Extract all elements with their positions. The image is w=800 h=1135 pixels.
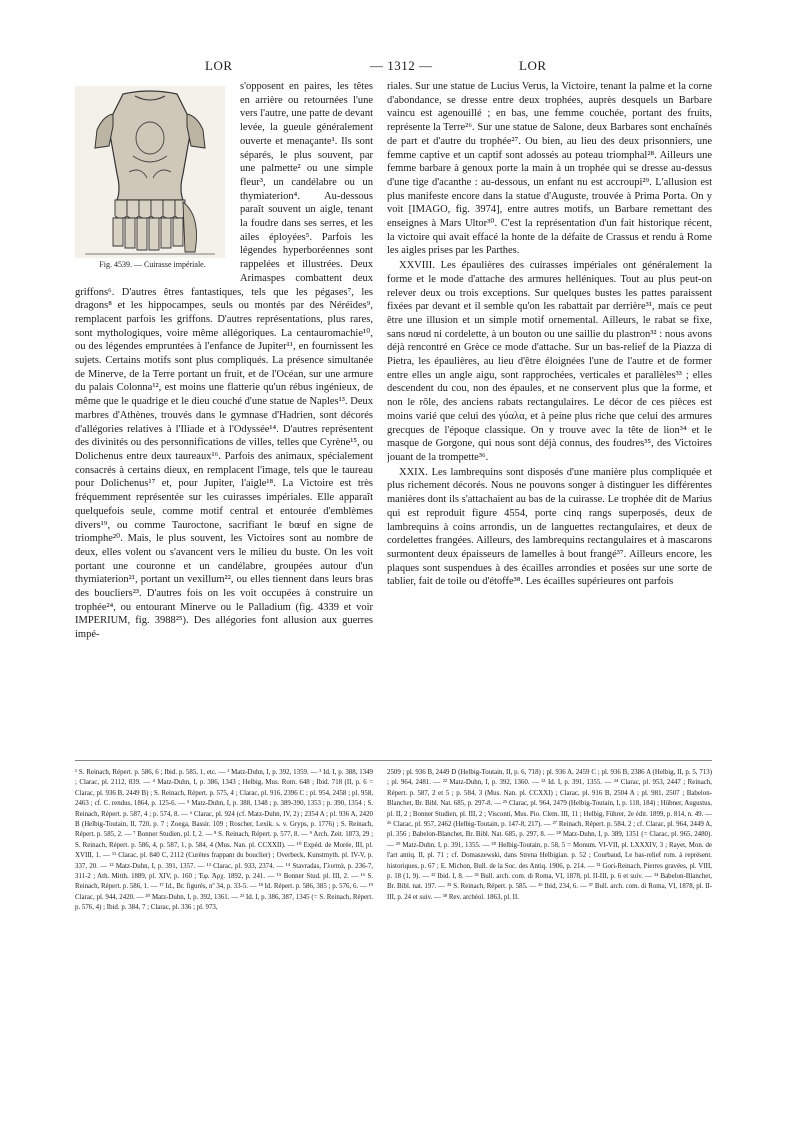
- running-head-right: LOR: [519, 58, 547, 73]
- page-number: — 1312 —: [370, 58, 433, 73]
- left-paragraph-1: s'opposent en paires, les têtes en arrière ou retournées l'une vers l'autre, une patte de devant levée, la gueule généralement ouverte et menaçante¹. Ils sont séparés, le plus souvent, par une palmette² ou une simple fleur³, un candélabre ou un thymiaterion⁴. Au-dessous paraît souvent un aigle, tenant la foudre dans ses serres, et les ailes éployées⁵. Parfois les légendes hyperboréennes sont rappelées et illustrées. Deux Arimaspes combattent deux griffons⁶. D'autres êtres fantastiques, tels que les pégases⁷, les dragons⁸ et les hippocampes, seuls ou montés par des Néréides⁹, remplacent parfois les griffons. D'autres représentations, plus rares, sont mythologiques, voire même allégoriques. La centauromachie¹⁰, ou des légendes empruntées à l'enfance de Jupiter¹¹, en fournissent les sujets. Certains motifs sont plus compliqués. La présence simultanée de Minerve, de la Terre portant un fruit, et de l'Océan, sur une armure du palais Colonna¹², est moins une flatterie qu'un rébus ingénieux, de même que le quadrige et le dieu couché d'une statue de Naples¹³. Deux marbres d'Athènes, trouvés dans le gymnase d'Hadrien, sont décorés d'allégories relatives à l'Iliade et à l'Odyssée¹⁴. D'autres représentent des divinités ou des personnifications de villes, telles que Cyrène¹⁵, ou Dolichenus entre deux taureaux¹⁶. Parfois des animaux, spécialement consacrés à certains dieux, en remplacent l'image, tels que le taureau pour Dolichenus¹⁷ et, pour Jupiter, l'aigle¹⁸. La Victoire est très fréquemment représentée sur les cuirasses impériales. Elle apparaît quelquefois seule, comme motif central et entourée d'emblèmes divers¹⁹, ou comme Tauroctone, sacrifiant le bœuf en signe de triomphe²⁰. Mais, le plus souvent, les Victoires sont au nombre de deux, elles volent ou s'avancent vers le milieu du buste. On les voit portant une couronne et un candélabre, groupées autour d'un thymiaterion²¹, portant un vexillum²², ou elles tiennent dans leurs bras des boucliers²³. D'autres fois on les voit occupées à construire un trophée²⁴, ou entourant Minerve ou le Palladium (fig. 4339 et voir IMPERIUM, fig. 3988²⁵). Des allégories font allusion aux guerres impé-: [75, 81, 373, 641]
- right-paragraph-1: riales. Sur une statue de Lucius Verus, la Victoire, tenant la palme et la corne d'abondance, se dresse entre deux trophées, auprès desquels un Barbare vaincu est agenouillé ; en bas, une femme couchée, portant des fruits, représente la Terre²⁶. Sur une statue de Salone, deux Barbares sont enchaînés de part et d'autre du trophée²⁷. Ou bien, au lieu des deux prisonniers, une femme captive et un captif sont adossés au poteau triomphal²⁸. Ailleurs une femme barbare à genoux porte la main à un trophée qui se dresse au-dessus d'une tige d'acanthe : au-dessous, un enfant nu est accroupi²⁹. L'allusion est plus manifeste encore dans la statue d'Auguste, trouvée à Prima Porta. On y voit [IMAGO, fig. 3974], entre autres motifs, un Barbare remettant des enseignes à Mars Ultor³⁰. C'est la représentation d'un fait historique récent, la victoire qui avait effacé la honte de la défaite de Crassus et rendu à Rome les aigles prises par les Parthes.: [387, 81, 712, 257]
- right-column: [387, 80, 712, 756]
- cuirass-illustration: [75, 86, 225, 258]
- running-head-left: LOR: [205, 58, 233, 73]
- left-column: [75, 80, 373, 756]
- footnote-rule: [75, 760, 712, 761]
- figure-caption: Fig. 4539. — Cuirasse impériale.: [99, 260, 206, 269]
- figure-cuirass: [75, 86, 230, 270]
- page-header: [0, 58, 800, 78]
- footnotes-left: ¹ S. Reinach, Répert. p. 586, 6 ; Ibid. p. 585, 1, etc. — ² Matz-Duhn, I, p. 392, 1359. — ³ Id. I, p. 388, 1349 ; Clarac, pl. 2112, 839. — ⁴ Matz-Duhn, I, p. 386, 1343 ; Helbig, Mus. Rom. 648 ; Ibid. 718 (II, p. 6 = Clarac, pl. 936 B, 2449 B) ; S. Reinach, Répert. p. 575, 4 ; Clarac, pl. 916, 2396 C ; pl. 954, 2458 ; pl. 958, 2463 ; cf. C. rendus, 1864, p. 125-6. — ⁵ Matz-Duhn, I, p. 388, 1348 ; p. 389-390, 1353 ; p. 390, 1354 ; S. Reinach, Répert. p. 587, 4 ; p. 574, 8. — ⁶ Clarac, pl. 924 (cf. Matz-Duhn, IV, 2) ; 2354 A ; pl. 936 A, 2420 B (Helbig-Toutain, II, 720, p. 7 ; Zoega, Bassir. 109 ; Roscher, Lexik. s. v. Gryps, p. 1776) ; S. Reinach, Répert. p. 585, 2. — ⁷ Bonner Studien, pl. I, 2. — ⁸ S. Reinach, Répert. p. 577, 8. — ⁹ Arch. Zeit. 1873, 29 ; S. Reinach, Répert. p. 586, 4, p. 587, 1, p. 584, 4 (Mus. Nan. pl. CCXXII). — ¹⁰ Expéd. de Morée, III, pl. XVIII, 1. — ¹¹ Clarac, pl. 840 C, 2112 (Curètes frappant du bouclier) ; Overbeck, Kunstmyth. pl. IV-V, p. 337, 20. — ¹² Matz-Duhn, I, p. 391, 1357. — ¹³ Clarac, pl. 933, 2374. — ¹⁴ Stavradas, Γλυπτά, p. 236-7, 311-2 ; Ath. Mitth. 1889, pl. XIV, p. 160 ; Ἐφ. Ἀρχ. 1892, p. 241. — ¹⁵ Bonner Stud. pl. III, 2. — ¹⁶ S. Reinach, Répert. p. 586, 1. — ¹⁷ Id., Br. figurés, nº 34, p. 33-5. — ¹⁸ Id. Répert. p. 586, 385 ; p. 576, 6. — ¹⁹ Clarac, pl. 944, 2420. — ²⁰ Matz-Duhn, I, p. 392, 1361. — ²¹ Id. I, p. 386, 387, 1345 (= S. Reinach, Répert. p. 576, 4) ; Ibid. p. 384, 7 ; Clarac, pl. 336 ; pl. 973,: [75, 769, 373, 912]
- right-paragraph-3: XXIX. Les lambrequins sont disposés d'une manière plus compliquée et plus richement décorés. Nous ne pouvons songer à distinguer les différentes manières dont ils s'attachaient au bas de la cuirasse. Le trophée dit de Marius qui est reproduit figure 4554, porte cinq rangs superposés, deux de lambrequins à coins arrondis, un de languettes rectangulaires, et deux de cordelettes frangées. Ailleurs, des lambrequins rectangulaires et à mascarons surmontent deux épaisseurs de lamelles à bout frangé³⁷. Ailleurs encore, les plaques sont suspendues à des écailles arrondies et posées sur une sorte de tablier, fait de toile ou d'étoffe³⁸. Les écailles supérieures ont parfois: [387, 466, 712, 588]
- footnotes-right: 2509 ; pl. 936 B, 2449 D (Helbig-Toutain, II, p. 6, 718) ; pl. 936 A, 2459 C ; pl. 936 B, 2386 A (Helbig, II, p. 5, 713) ; pl. 964, 2481. — ²² Matz-Duhn, I, p. 392, 1360. — ²³ Id. I, p. 391, 1355. — ²⁴ Clarac, pl. 953, 2447 ; Reinach, Répert. p. 587, 2 et 5 ; p. 584, 3 (Mus. Nan. pl. CCXXI) ; Clarac, pl. 916 B, 2504 A ; pl. 981, 2507 ; Babelon-Blanchet, Br. Bibl. Nat. 685, p. 297-8. — ²⁵ Clarac, pl. 964, 2479 (Helbig-Toutain, I, p. 118, 184) ; Hübner, Augustus, pl. II, 2 ; Bonner Studien, pl. III, 2 ; Visconti, Mus. Pio. Clem. III, 11 ; Helbig, Führer, 2e édit. 1899, p. 814, n. 49. — ²⁶ Clarac, pl. 957, 2462 (Helbig-Toutain, p. 147-8, 217). — ²⁷ Reinach, Répert. p. 584, 2 ; cf. Clarac, pl. 964, 2449 A, pl. 356 ; Babelon-Blanchet, Br. Bibl. Nat. 685, p. 297, 8. — ²⁸ Matz-Duhn, I, p. 389, 1351 (= Clarac, pl. 965, 2480). — ²⁹ Matz-Duhn, I, p. 391, 1355. — ³⁰ Helbig-Toutain, p. 58, 5 = Monum. VI-VII, pl. LXXXIV, 3 ; Rayet, Mon. de l'art antiq. II, pl. 71 ; cf. Domaszewski, dans Strena Helbigian. p. 52 ; Courbaud, Le bas-relief rom. à représent. historiques, p. 67 ; E. Michon, Bull. de la Soc. des Antiq. 1906, p. 214. — ³¹ Gori-Reinach, Pierres gravées, pl. VIII, p. 18 (1, 9). — ³² Ibid. I, 8. — ³³ Bull. arch. com. di Roma, VI, 1878, pl. II-III, p. 6 et suiv. — ³⁴ Babelon-Blanchet, Br. Bibl. nat. 197. — ³⁵ S. Reinach, Répert. p. 585. — ³⁶ Ibid, 234, 6. — ³⁷ Bull. arch. com. di Roma, VI, 1878, pl. II-III, p. 24 et suiv. — ³⁸ Rev. archéol. 1863, pl. II.: [387, 769, 712, 901]
- right-paragraph-2: XXVIII. Les épaulières des cuirasses impériales ont généralement la forme et le mode d'attache des armures helléniques. Tout au plus peut-on relever deux ou trois exceptions. Sur quelques bustes les pattes paraissent fixées par devant et il semble qu'on les rabattait par derrière³¹, mais ce peut être une illusion et un simple motif ornemental. Ailleurs, le rabat se fixe, sans nœud ni cordelette, à un bouton ou une saillie du plastron³² : nous avons déjà rencontré en Grèce ce mode d'attache. Sur un bas-relief de la Piazza di Pietra, les épaulières, au lieu d'être éloignées l'une de l'autre et de former entre elles un angle aigu, sont rapprochées, verticales et parallèles³³ ; elles descendent du cou, non des épaules, et ne conservent plus que la forme, et non le rôle, des anciens rabats rectangulaires. Le décor de ces pièces est moins varié que celui des γύαλα, et à peine plus riche que celui des armures grecques de l'époque classique. On y trouve avec la tête de lion³⁴ et le masque de Gorgone, qui nous sont déjà connus, des foudres³⁵, des Victoires jouant de la trompette³⁶.: [387, 260, 712, 463]
